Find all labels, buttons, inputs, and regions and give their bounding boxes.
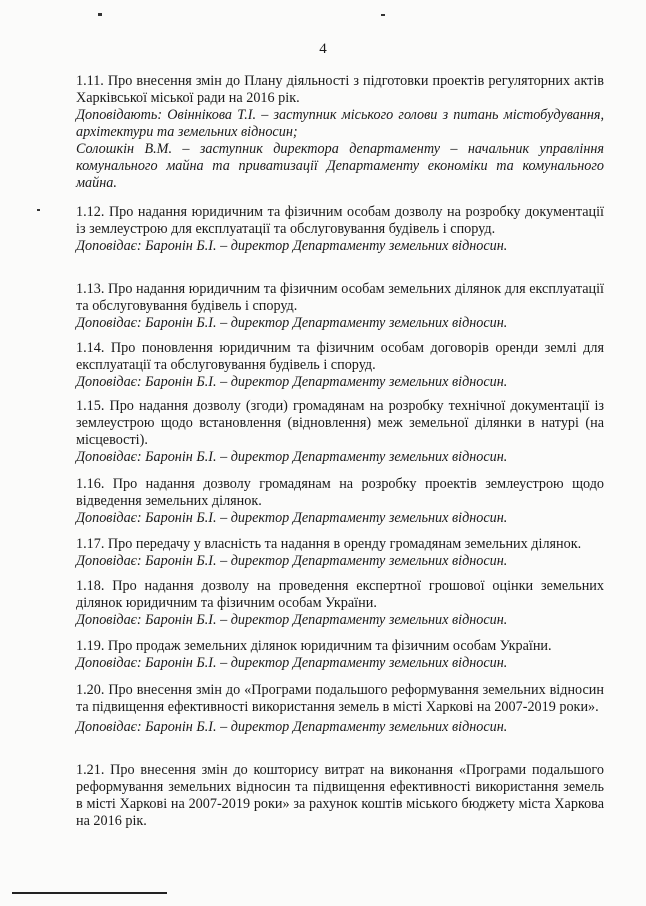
item-title: 1.20. Про внесення змін до «Програми подальшого реформування земельних відносин та підвищення ефективності використання земель в місті Харкові на 2007-2019 роки». — [76, 682, 604, 715]
agenda-item-1-14 — [76, 340, 604, 391]
agenda-item-1-15 — [76, 398, 604, 466]
agenda-item-1-16 — [76, 476, 604, 527]
scan-mark — [37, 209, 40, 211]
item-title: 1.19. Про продаж земельних ділянок юридичним та фізичним особам України. — [76, 638, 552, 654]
agenda-item-1-21 — [76, 762, 604, 830]
item-title: 1.16. Про надання дозволу громадянам на розробку проектів землеустрою щодо відведення земельних ділянок. — [76, 476, 604, 509]
agenda-item-1-20 — [76, 682, 604, 736]
page-number: 4 — [319, 41, 327, 57]
item-speaker: Доповідає: Баронін Б.І. – директор Департаменту земельних відносин. — [76, 374, 508, 390]
agenda-item-1-17 — [76, 536, 604, 570]
item-speaker: Доповідає: Баронін Б.І. – директор Департаменту земельних відносин. — [76, 238, 508, 254]
item-speaker: Доповідає: Баронін Б.І. – директор Департаменту земельних відносин. — [76, 612, 508, 628]
item-title: 1.11. Про внесення змін до Плану діяльності з підготовки проектів регуляторних актів Харківської міської ради на 2016 рік. — [76, 73, 604, 106]
item-title: 1.14. Про поновлення юридичним та фізичним особам договорів оренди землі для експлуатації та обслуговування будівель і споруд. — [76, 340, 604, 373]
agenda-item-1-11 — [76, 73, 604, 192]
agenda-item-1-13 — [76, 281, 604, 332]
scan-mark — [98, 13, 102, 16]
item-title: 1.13. Про надання юридичним та фізичним особам земельних ділянок для експлуатації та обслуговування будівель і споруд. — [76, 281, 604, 314]
item-speaker: Доповідає: Баронін Б.І. – директор Департаменту земельних відносин. — [76, 655, 508, 671]
item-title: 1.18. Про надання дозволу на проведення експертної грошової оцінки земельних ділянок юридичним та фізичним особам України. — [76, 578, 604, 611]
item-title: 1.12. Про надання юридичним та фізичним особам дозволу на розробку документації із землеустрою для експлуатації та обслуговування будівель і споруд. — [76, 204, 604, 237]
item-title: 1.17. Про передачу у власність та надання в оренду громадянам земельних ділянок. — [76, 536, 582, 552]
item-speaker: Доповідають: Овіннікова Т.І. – заступник міського голови з питань містобудування, архітектури та земельних відносин; — [76, 107, 604, 140]
item-speaker: Доповідає: Баронін Б.І. – директор Департаменту земельних відносин. — [76, 510, 508, 526]
item-speaker: Солошкін В.М. – заступник директора департаменту – начальник управління комунального майна та приватизації Департаменту економіки та комунального майна. — [76, 141, 604, 191]
item-speaker: Доповідає: Баронін Б.І. – директор Департаменту земельних відносин. — [76, 719, 508, 735]
item-speaker: Доповідає: Баронін Б.І. – директор Департаменту земельних відносин. — [76, 315, 508, 331]
item-speaker: Доповідає: Баронін Б.І. – директор Департаменту земельних відносин. — [76, 553, 508, 569]
scan-mark — [381, 14, 385, 16]
item-speaker: Доповідає: Баронін Б.І. – директор Департаменту земельних відносин. — [76, 449, 508, 465]
agenda-item-1-19 — [76, 638, 604, 672]
item-title: 1.21. Про внесення змін до кошторису витрат на виконання «Програми подальшого реформування земельних відносин та підвищення ефективності використання земель в місті Харкові на 2007-2019 роки» за рахунок коштів міського бюджету міста Харкова на 2016 рік. — [76, 762, 604, 829]
footer-rule — [12, 892, 167, 894]
item-title: 1.15. Про надання дозволу (згоди) громадянам на розробку технічної документації із землеустрою щодо встановлення (відновлення) меж земельної ділянки в натурі (на місцевості). — [76, 398, 604, 448]
agenda-item-1-18 — [76, 578, 604, 629]
agenda-item-1-12 — [76, 204, 604, 255]
